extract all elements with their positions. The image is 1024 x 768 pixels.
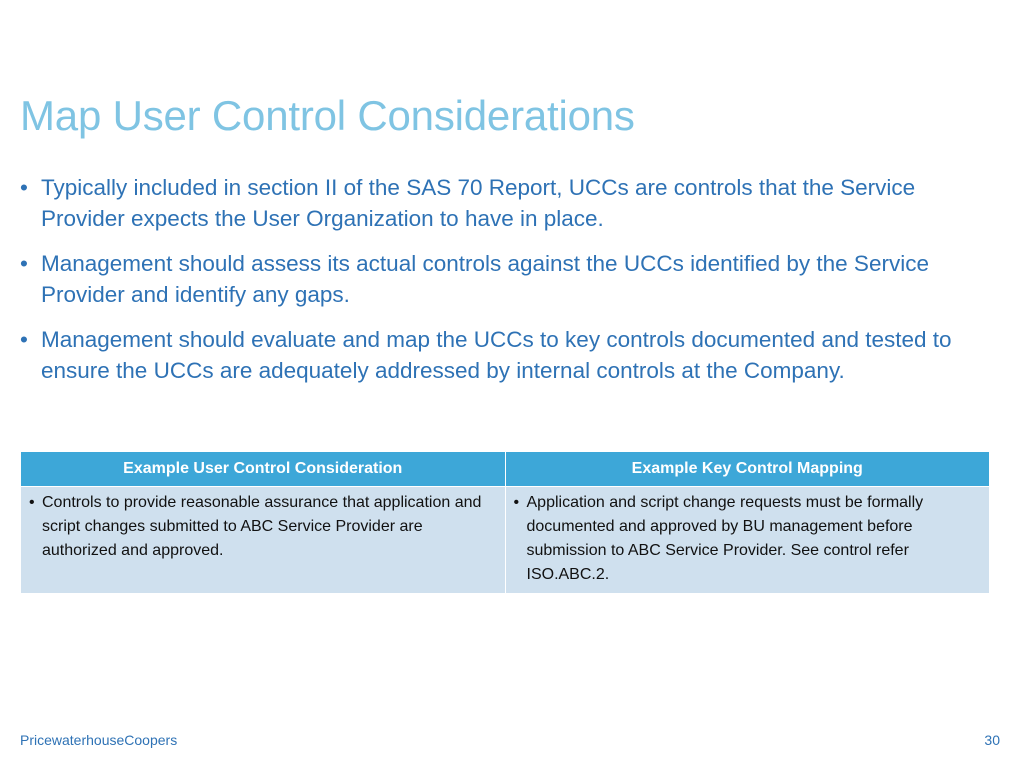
slide-title: Map User Control Considerations (20, 92, 635, 139)
cell-bullet-item (27, 491, 497, 563)
column-header-user-control: Example User Control Consideration (21, 452, 506, 487)
bullet-icon: • (20, 327, 28, 352)
bullet-item (20, 324, 1000, 386)
bullet-icon: • (513, 494, 520, 511)
cell-text: Controls to provide reasonable assurance that application and script changes submitted to ABC Service Provider are authorized and approved. (42, 494, 482, 559)
bullet-item (20, 248, 1000, 310)
bullet-icon: • (20, 251, 28, 276)
table-cell-user-control (21, 487, 506, 594)
cell-bullet-item (512, 491, 982, 587)
bullet-item (20, 172, 1000, 234)
page-number: 30 (984, 732, 1000, 748)
mapping-table (20, 451, 990, 594)
footer-company: PricewaterhouseCoopers (20, 732, 178, 748)
table-header-row (21, 452, 990, 487)
bullet-text: Management should assess its actual controls against the UCCs identified by the Service Provider and identify any gaps. (41, 251, 929, 307)
table-row (21, 487, 990, 594)
table-cell-key-control (505, 487, 990, 594)
cell-text: Application and script change requests must be formally documented and approved by BU management before submission to ABC Service Provider. See control refer ISO.ABC.2. (526, 494, 924, 583)
bullet-text: Management should evaluate and map the UCCs to key controls documented and tested to ensure the UCCs are adequately addressed by internal controls at the Company. (41, 327, 952, 383)
bullet-icon: • (20, 175, 28, 200)
column-header-key-control: Example Key Control Mapping (505, 452, 990, 487)
bullet-text: Typically included in section II of the SAS 70 Report, UCCs are controls that the Service Provider expects the User Organization to have in place. (41, 175, 916, 231)
bullet-list (20, 172, 1000, 400)
bullet-icon: • (29, 494, 35, 511)
